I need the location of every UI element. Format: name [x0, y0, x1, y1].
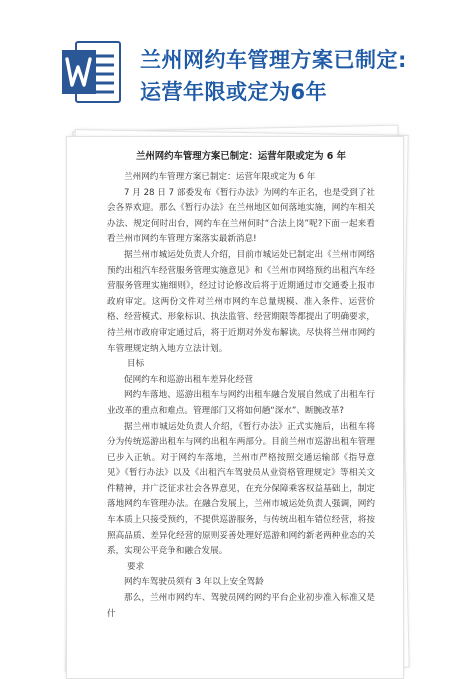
document-header	[0, 0, 474, 140]
page-title-line2: 运营年限或定为6年	[140, 80, 328, 104]
document-preview	[62, 128, 414, 669]
paper-sheet-front	[66, 136, 404, 679]
paragraph: 网约车落地、巡游出租车与网约出租车融合发展自然成了出租车行业改革的重点和难点。管理部门又将如何趟“深水”、断腕改革?	[107, 390, 375, 416]
section-heading: 要求	[127, 561, 145, 572]
paragraph: 据兰州市城运处负责人介绍，《暂行办法》正式实施后，出租车将分为传统巡游出租车与网约出租车两部分。目前兰州市巡游出租车管理已步入正轨。对于网约车落地，兰州市严格按照交通运输部《指导意见》《暂行办法》以及《出租汽车驾驶员从业资格管理规定》等相关文件精神，并广泛征求社会各界意见，在充分保障乘客权益基础上，制定落地网约车管理办法。在融合发展上，兰州市城运处负责人强调，网约车本质上只接受预约，不提供巡游服务，与传统出租车错位经营，将按照高品质、差异化经营的原则妥善处理好巡游和网约新老两种业态的关系，实现公平竞争和融合发展。	[107, 421, 375, 557]
page-title-line1: 兰州网约车管理方案已制定:	[140, 48, 407, 72]
paragraph: 兰州网约车管理方案已制定：运营年限或定为 6 年	[124, 172, 316, 182]
document-title: 兰州网约车管理方案已制定：运营年限或定为 6 年	[136, 151, 346, 162]
word-icon	[62, 40, 122, 104]
paragraph: 网约车驾驶员须有 3 年以上安全驾龄	[124, 577, 264, 588]
paragraph: 据兰州市城运处负责人介绍，目前市城运处已制定出《兰州市网络预约出租汽车经营服务管理实施意见》和《兰州市网络预约出租汽车经营服务管理实施细则》，经过讨论修改后将于近期通过市交通委上报市政府审定。这两份文件对兰州市网约车总量规模、准入条件、运营价格、经营模式、形象标识、执法监管、经营期限等都提出了明确要求，待兰州市政府审定通过后，将于近期对外发布解读。尽快将兰州市网约车管理规定纳入地方立法计划。	[107, 249, 375, 354]
paragraph: 促网约车和巡游出租车差异化经营	[124, 374, 253, 385]
document-body	[107, 149, 375, 622]
section-heading: 目标	[127, 359, 145, 370]
paragraph: 那么，兰州市网约车、驾驶员网约网约平台企业初步准入标准又是什	[107, 593, 375, 619]
paragraph: 7 月 28 日 7 部委发布《暂行办法》为网约车正名，也是受到了社会各界欢迎。那么《暂行办法》在兰州地区如何落地实施，网约车相关办法、规定何时出台，网约车在兰州何时“合法上岗”呢?下面一起来看看兰州市网约车管理方案落实最新消息!	[107, 187, 375, 245]
